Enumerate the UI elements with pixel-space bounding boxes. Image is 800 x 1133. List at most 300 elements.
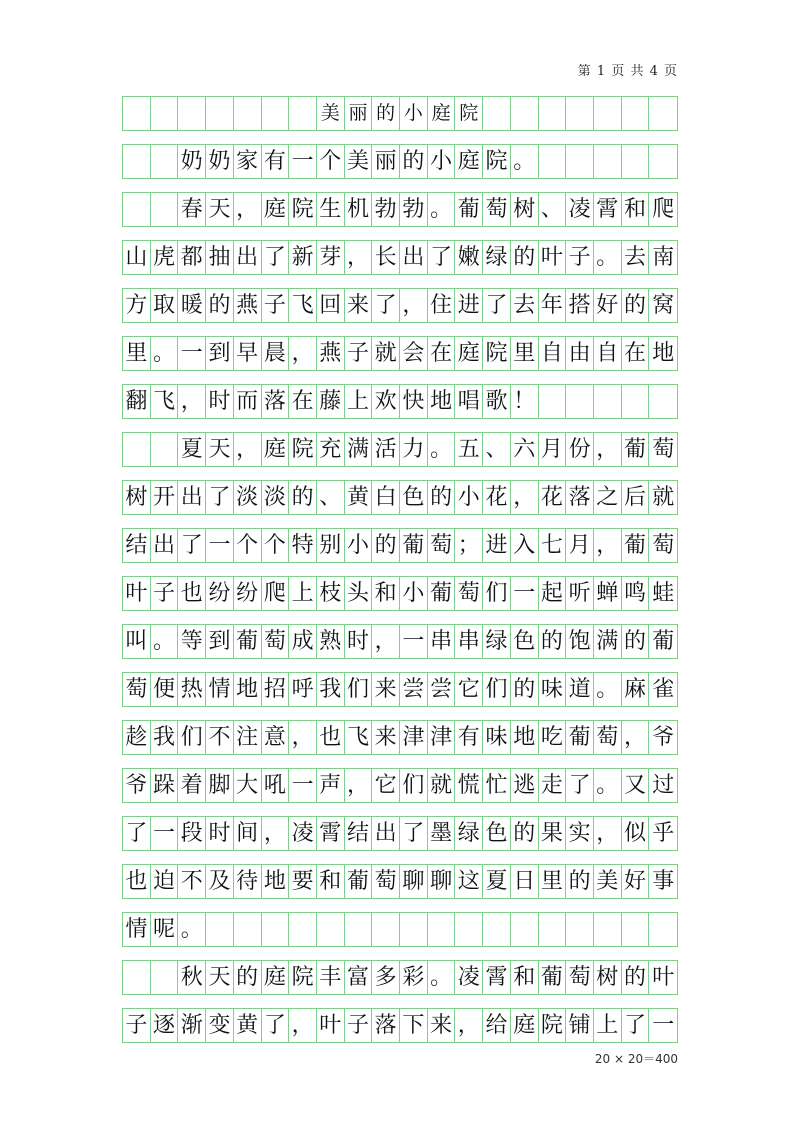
grid-cell: 欢	[372, 385, 400, 418]
grid-cell: 天	[206, 193, 234, 226]
grid-cell: 的	[511, 673, 539, 706]
grid-cell: 成	[289, 625, 317, 658]
grid-cell: 了	[428, 241, 456, 274]
grid-cell: 虎	[151, 241, 179, 274]
grid-cell	[234, 97, 262, 130]
grid-cell: 它	[455, 673, 483, 706]
grid-cell: 自	[594, 337, 622, 370]
grid-cell: 了	[483, 289, 511, 322]
grid-cell: 听	[566, 577, 594, 610]
grid-cell	[622, 145, 650, 178]
grid-cell: 下	[400, 1009, 428, 1042]
grid-cell: 有	[262, 145, 290, 178]
grid-cell	[511, 913, 539, 946]
grid-cell: 待	[234, 865, 262, 898]
grid-cell	[649, 385, 677, 418]
grid-cell: 小	[455, 481, 483, 514]
text-row	[122, 864, 678, 899]
grid-cell: 树	[594, 961, 622, 994]
grid-cell: 葡	[652, 628, 675, 654]
grid-cell: 树	[511, 193, 539, 226]
grid-cell: 来	[372, 721, 400, 754]
text-row	[122, 768, 678, 803]
grid-cell: 一	[206, 529, 234, 562]
grid-cell: 忙	[483, 769, 511, 802]
grid-cell: 脚	[206, 769, 234, 802]
grid-cell: 乎	[652, 820, 675, 846]
grid-cell: 了	[178, 529, 206, 562]
grid-cell: 起	[539, 577, 567, 610]
grid-cell	[178, 97, 206, 130]
grid-cell: 葡	[400, 529, 428, 562]
grid-cell: ，	[511, 481, 539, 514]
grid-cell	[455, 913, 483, 946]
grid-cell: 们	[345, 673, 373, 706]
grid-cell: 的	[289, 481, 317, 514]
grid-cell: 慌	[455, 769, 483, 802]
grid-cell	[206, 913, 234, 946]
grid-cell: 在	[622, 337, 650, 370]
grid-cell	[539, 145, 567, 178]
grid-cell: 到	[206, 337, 234, 370]
grid-cell: ，	[372, 625, 400, 658]
grid-cell: 个	[317, 145, 345, 178]
grid-cell: 们	[178, 721, 206, 754]
grid-cell	[622, 385, 650, 418]
grid-cell: ，	[289, 337, 317, 370]
grid-cell: 爬	[652, 196, 675, 222]
text-row	[122, 336, 678, 371]
grid-cell: 落	[566, 481, 594, 514]
grid-cell: 暖	[178, 289, 206, 322]
grid-cell: 庭	[511, 1009, 539, 1042]
grid-cell: 色	[511, 625, 539, 658]
grid-cell: 葡	[622, 433, 650, 466]
grid-cell: 的	[622, 289, 650, 322]
grid-cell: 一	[151, 817, 179, 850]
grid-cell: 一	[289, 769, 317, 802]
grid-cell: 和	[317, 865, 345, 898]
grid-cell	[317, 913, 345, 946]
grid-cell: 。	[594, 673, 622, 706]
grid-cell: 在	[428, 337, 456, 370]
grid-cell: 叶	[539, 241, 567, 274]
grid-cell: 爷	[123, 769, 151, 802]
grid-cell: 的	[539, 625, 567, 658]
grid-cell: ，	[234, 193, 262, 226]
grid-cell: 情	[206, 673, 234, 706]
grid-cell: 的	[372, 97, 400, 130]
grid-cell: 味	[539, 673, 567, 706]
grid-cell: 色	[483, 817, 511, 850]
grid-cell: 上	[594, 1009, 622, 1042]
grid-cell: 黄	[345, 481, 373, 514]
grid-cell: 丽	[345, 97, 373, 130]
grid-cell: 的	[206, 289, 234, 322]
grid-cell: 南	[652, 244, 675, 270]
grid-cell: 、	[483, 433, 511, 466]
grid-cell: 子	[345, 337, 373, 370]
text-row	[122, 576, 678, 611]
grid-cell: 葡	[566, 721, 594, 754]
grid-cell: ，	[400, 289, 428, 322]
grid-cell: 庭	[428, 97, 456, 130]
grid-cell: 。	[594, 769, 622, 802]
grid-cell: 情	[123, 913, 151, 946]
grid-cell: 串	[428, 625, 456, 658]
grid-cell: 纷	[206, 577, 234, 610]
grid-cell: 萄	[652, 436, 675, 462]
grid-cell: 勃	[372, 193, 400, 226]
grid-cell: 跺	[151, 769, 179, 802]
grid-cell: 歌	[483, 385, 511, 418]
grid-cell: 也	[317, 721, 345, 754]
grid-cell: 嫩	[455, 241, 483, 274]
grid-cell	[123, 433, 151, 466]
grid-cell: 充	[317, 433, 345, 466]
grid-cell: 进	[455, 289, 483, 322]
grid-cell: 之	[594, 481, 622, 514]
grid-cell	[622, 97, 650, 130]
grid-cell: 葡	[539, 961, 567, 994]
grid-cell: 一	[652, 1012, 675, 1038]
grid-cell: ，	[234, 433, 262, 466]
grid-cell: ，	[262, 817, 290, 850]
grid-cell: 的	[622, 625, 650, 658]
grid-cell: 便	[151, 673, 179, 706]
grid-cell: 的	[428, 481, 456, 514]
grid-cell: 趁	[123, 721, 151, 754]
grid-cell: 院	[483, 145, 511, 178]
grid-cell: 们	[483, 577, 511, 610]
text-row	[122, 960, 678, 995]
grid-cell: 长	[372, 241, 400, 274]
grid-cell: 。	[428, 433, 456, 466]
grid-cell	[151, 145, 179, 178]
grid-cell	[649, 145, 677, 178]
grid-cell: 墨	[428, 817, 456, 850]
grid-cell: 凌	[455, 961, 483, 994]
grid-cell: 院	[289, 193, 317, 226]
grid-cell: 落	[262, 385, 290, 418]
grid-cell: 院	[289, 961, 317, 994]
grid-cell: 回	[317, 289, 345, 322]
grid-cell: 了	[123, 817, 151, 850]
grid-cell: 聊	[400, 865, 428, 898]
grid-cell: 的	[400, 145, 428, 178]
grid-cell	[566, 97, 594, 130]
grid-cell: 了	[566, 769, 594, 802]
text-row	[122, 1008, 678, 1043]
grid-cell: 小	[400, 97, 428, 130]
grid-cell: 事	[652, 868, 675, 894]
grid-cell: 夏	[483, 865, 511, 898]
grid-cell	[151, 433, 179, 466]
grid-cell: 迫	[151, 865, 179, 898]
grid-cell	[539, 385, 567, 418]
grid-cell: 个	[262, 529, 290, 562]
grid-cell: 力	[400, 433, 428, 466]
grid-cell	[622, 913, 650, 946]
grid-cell: 取	[151, 289, 179, 322]
grid-cell: 飞	[151, 385, 179, 418]
grid-cell: 地	[234, 673, 262, 706]
grid-cell: 津	[400, 721, 428, 754]
grid-cell: 庭	[262, 961, 290, 994]
grid-cell: 霄	[483, 961, 511, 994]
grid-cell: 住	[428, 289, 456, 322]
grid-cell: 来	[428, 1009, 456, 1042]
grid-cell: 就	[428, 769, 456, 802]
grid-cell: 意	[262, 721, 290, 754]
grid-cell: 就	[372, 337, 400, 370]
text-row	[122, 720, 678, 755]
grid-cell: 黄	[234, 1009, 262, 1042]
grid-cell: 子	[345, 1009, 373, 1042]
grid-cell: 声	[317, 769, 345, 802]
grid-cell: 翻	[123, 385, 151, 418]
grid-cell: ，	[594, 433, 622, 466]
grid-cell: 快	[400, 385, 428, 418]
grid-cell: 自	[539, 337, 567, 370]
grid-cell	[594, 145, 622, 178]
grid-cell: 绿	[455, 817, 483, 850]
grid-cell	[123, 961, 151, 994]
grid-cell	[539, 97, 567, 130]
grid-cell: 热	[178, 673, 206, 706]
grid-cell: 。	[151, 625, 179, 658]
grid-cell: 霄	[317, 817, 345, 850]
grid-cell: 有	[455, 721, 483, 754]
grid-cell: 的	[566, 865, 594, 898]
grid-cell	[372, 913, 400, 946]
grid-cell: 院	[289, 433, 317, 466]
grid-cell: 五	[455, 433, 483, 466]
grid-cell: 子	[566, 241, 594, 274]
grid-cell: 萄	[262, 625, 290, 658]
grid-cell: 结	[123, 529, 151, 562]
grid-cell: 过	[652, 772, 675, 798]
grid-cell: 来	[372, 673, 400, 706]
grid-cell: ，	[289, 721, 317, 754]
grid-cell: 道	[566, 673, 594, 706]
grid-cell	[594, 913, 622, 946]
grid-cell: 丰	[317, 961, 345, 994]
composition-grid	[122, 96, 678, 1041]
grid-cell: 吼	[262, 769, 290, 802]
grid-cell: 满	[345, 433, 373, 466]
grid-cell	[594, 97, 622, 130]
grid-cell: 萄	[455, 577, 483, 610]
text-row	[122, 528, 678, 563]
grid-cell	[206, 97, 234, 130]
grid-cell: 萄	[483, 193, 511, 226]
grid-cell: 方	[123, 289, 151, 322]
grid-cell: 庭	[262, 193, 290, 226]
grid-cell: 淡	[234, 481, 262, 514]
grid-cell: 落	[372, 1009, 400, 1042]
grid-cell: 奶	[178, 145, 206, 178]
grid-cell: 们	[400, 769, 428, 802]
grid-cell: 就	[652, 484, 675, 510]
grid-cell: 早	[234, 337, 262, 370]
grid-cell	[428, 913, 456, 946]
grid-cell: 后	[622, 481, 650, 514]
grid-cell: 葡	[622, 529, 650, 562]
grid-cell: 庭	[455, 145, 483, 178]
grid-cell: ！	[511, 385, 539, 418]
grid-cell: 而	[234, 385, 262, 418]
grid-cell: 爷	[652, 724, 675, 750]
grid-cell: 燕	[317, 337, 345, 370]
grid-cell: 份	[566, 433, 594, 466]
grid-cell: 萄	[372, 865, 400, 898]
grid-cell: 葡	[345, 865, 373, 898]
grid-cell: 彩	[400, 961, 428, 994]
grid-cell: 纷	[234, 577, 262, 610]
grid-cell: 和	[622, 193, 650, 226]
grid-cell: 了	[206, 481, 234, 514]
grid-cell: 。	[428, 193, 456, 226]
grid-cell: ，	[345, 769, 373, 802]
text-row	[122, 192, 678, 227]
grid-cell: 在	[289, 385, 317, 418]
grid-cell: 飞	[345, 721, 373, 754]
grid-cell	[289, 97, 317, 130]
grid-cell: 间	[234, 817, 262, 850]
grid-cell: 逐	[151, 1009, 179, 1042]
grid-cell: 一	[400, 625, 428, 658]
grid-cell: 霄	[594, 193, 622, 226]
grid-cell: 它	[372, 769, 400, 802]
grid-cell: 蛙	[652, 580, 675, 606]
grid-cell	[566, 385, 594, 418]
grid-cell	[594, 385, 622, 418]
grid-cell: 地	[262, 865, 290, 898]
grid-cell: 渐	[178, 1009, 206, 1042]
grid-cell: 搭	[566, 289, 594, 322]
grid-cell: 抽	[206, 241, 234, 274]
grid-cell: 好	[594, 289, 622, 322]
grid-cell: ，	[594, 529, 622, 562]
grid-cell: 和	[372, 577, 400, 610]
grid-cell: 地	[428, 385, 456, 418]
grid-cell: ，	[178, 385, 206, 418]
grid-cell: 。	[594, 241, 622, 274]
grid-cell: 鸣	[622, 577, 650, 610]
grid-cell: 及	[206, 865, 234, 898]
grid-cell: 多	[372, 961, 400, 994]
grid-cell: 去	[511, 289, 539, 322]
grid-cell: 花	[483, 481, 511, 514]
grid-cell: 尝	[400, 673, 428, 706]
grid-cell: 燕	[234, 289, 262, 322]
grid-cell: 要	[289, 865, 317, 898]
grid-cell	[483, 97, 511, 130]
grid-cell: 入	[511, 529, 539, 562]
grid-cell: 、	[539, 193, 567, 226]
grid-cell	[566, 145, 594, 178]
grid-cell: ，	[455, 1009, 483, 1042]
grid-cell: 院	[539, 1009, 567, 1042]
grid-capacity-label: 20 × 20＝400	[594, 1052, 678, 1066]
grid-cell: 结	[345, 817, 373, 850]
grid-cell: 白	[372, 481, 400, 514]
grid-cell: 萄	[123, 673, 151, 706]
grid-cell: 出	[234, 241, 262, 274]
grid-cell: 进	[483, 529, 511, 562]
grid-cell: 凌	[566, 193, 594, 226]
grid-cell: 着	[178, 769, 206, 802]
grid-cell: 一	[178, 337, 206, 370]
grid-cell: 六	[511, 433, 539, 466]
grid-cell: 葡	[428, 577, 456, 610]
grid-cell: 了	[262, 241, 290, 274]
grid-cell	[400, 913, 428, 946]
grid-cell: 年	[539, 289, 567, 322]
grid-cell: 夏	[178, 433, 206, 466]
grid-cell: 雀	[652, 676, 675, 702]
grid-cell: 日	[511, 865, 539, 898]
grid-cell: 庭	[455, 337, 483, 370]
grid-cell: 。	[178, 913, 206, 946]
grid-cell: ，	[345, 241, 373, 274]
grid-cell: 富	[345, 961, 373, 994]
grid-cell: 出	[372, 817, 400, 850]
text-row	[122, 912, 678, 947]
grid-cell: 芽	[317, 241, 345, 274]
grid-cell: 子	[151, 577, 179, 610]
grid-cell: 院	[455, 97, 483, 130]
grid-cell: 我	[151, 721, 179, 754]
grid-cell: 天	[206, 961, 234, 994]
grid-cell: 子	[262, 289, 290, 322]
grid-cell: 萄	[652, 532, 675, 558]
grid-cell: 这	[455, 865, 483, 898]
grid-cell: 山	[123, 241, 151, 274]
grid-cell: 也	[178, 577, 206, 610]
grid-cell: 等	[178, 625, 206, 658]
grid-cell: 也	[123, 865, 151, 898]
grid-cell: 聊	[428, 865, 456, 898]
grid-cell: 美	[317, 97, 345, 130]
grid-cell: 大	[234, 769, 262, 802]
grid-cell: 萄	[428, 529, 456, 562]
grid-cell: 们	[483, 673, 511, 706]
grid-cell: 个	[234, 529, 262, 562]
grid-cell: 会	[400, 337, 428, 370]
grid-cell: 出	[400, 241, 428, 274]
grid-cell	[262, 97, 290, 130]
grid-cell: 叫	[123, 625, 151, 658]
grid-cell: 叶	[317, 1009, 345, 1042]
grid-cell: 到	[206, 625, 234, 658]
grid-cell: 萄	[594, 721, 622, 754]
grid-cell: 里	[123, 337, 151, 370]
grid-cell: 。	[428, 961, 456, 994]
grid-cell: ；	[455, 529, 483, 562]
grid-cell: 奶	[206, 145, 234, 178]
grid-cell: 注	[234, 721, 262, 754]
grid-cell: 绿	[483, 241, 511, 274]
grid-cell: 上	[345, 385, 373, 418]
grid-cell	[483, 913, 511, 946]
grid-cell: 藤	[317, 385, 345, 418]
grid-cell: 尝	[428, 673, 456, 706]
grid-cell: 里	[539, 865, 567, 898]
grid-cell: 麻	[622, 673, 650, 706]
grid-cell: 段	[178, 817, 206, 850]
